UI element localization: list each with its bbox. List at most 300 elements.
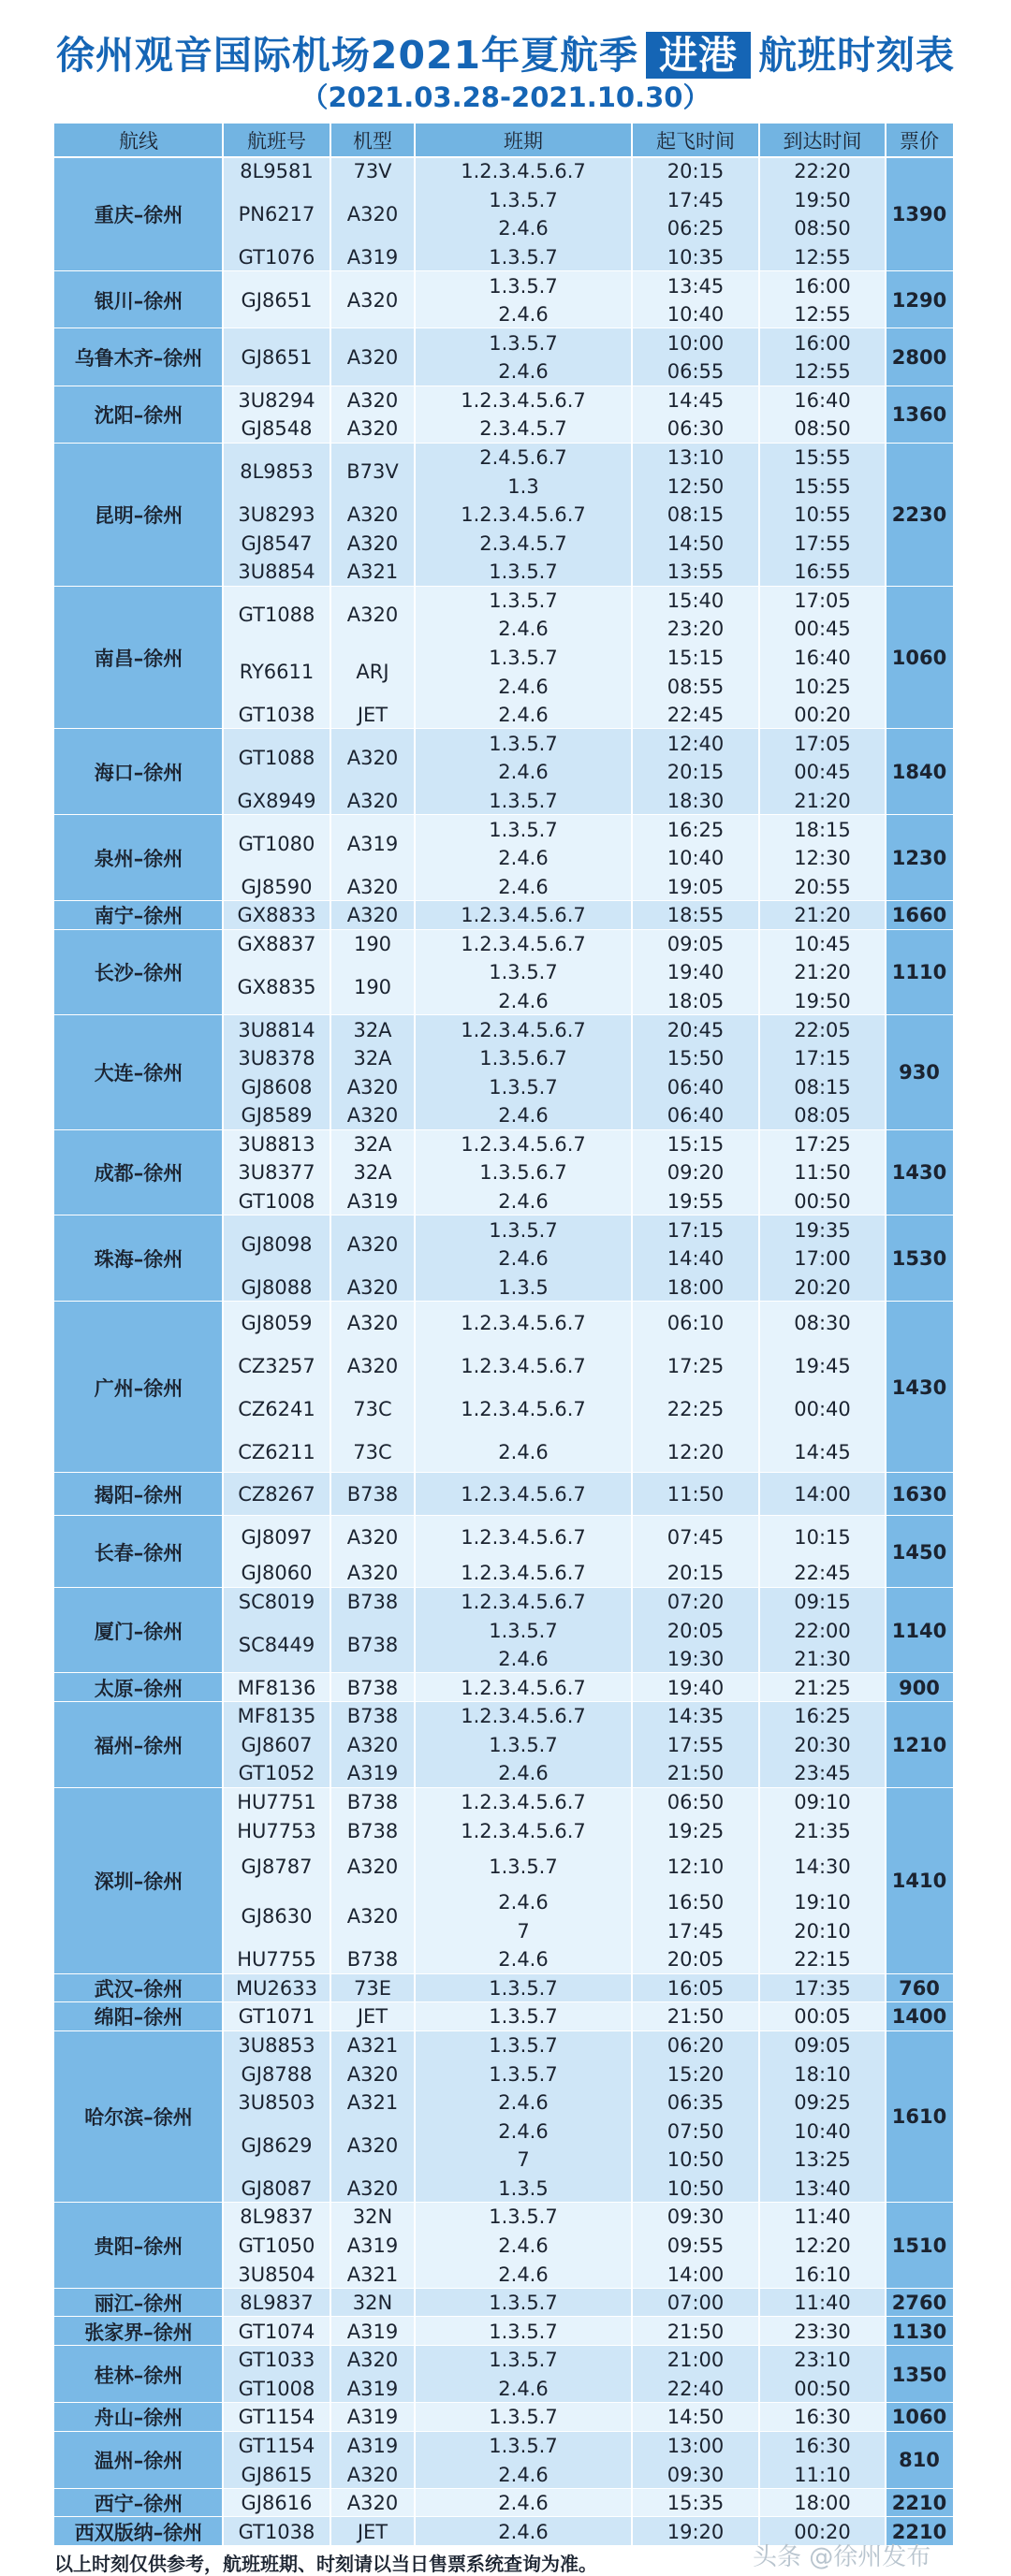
- schedule-days: 1.2.3.4.5.6.7: [461, 503, 586, 527]
- flight-number: GT1038: [238, 2520, 315, 2543]
- arrival-time: 22:45: [794, 1562, 851, 1585]
- column-header: 起飞时间: [632, 124, 759, 157]
- departure-time: 06:40: [667, 1104, 725, 1128]
- price-cell: 900: [886, 1673, 953, 1702]
- flight-number: GJ8098: [241, 1232, 313, 1256]
- flight-number: HU7755: [237, 1948, 316, 1972]
- route-cell: 贵阳–徐州: [54, 2203, 223, 2289]
- schedule-days: 1.3.5.7: [489, 589, 558, 612]
- aircraft-type: A320: [346, 503, 399, 527]
- departure-time: 20:45: [667, 1018, 725, 1041]
- schedule-table: [54, 124, 953, 2546]
- route-cell: 张家界–徐州: [54, 2317, 223, 2346]
- departure-time: 16:50: [667, 1891, 725, 1914]
- arrival-time: 00:45: [794, 618, 851, 641]
- schedule-days: 1.2.3.4.5.6.7: [461, 904, 586, 927]
- column-header: 航线: [54, 124, 223, 157]
- schedule-days: 1.3: [507, 474, 539, 498]
- title-before: 徐州观音国际机场2021年夏航季: [55, 33, 639, 78]
- route-cell: 太原–徐州: [54, 1673, 223, 1702]
- schedule-days: 1.3.5.7: [489, 647, 558, 670]
- flight-number: CZ8267: [238, 1483, 315, 1506]
- departure-time: 20:15: [667, 761, 725, 784]
- departure-time: 17:25: [667, 1354, 725, 1377]
- schedule-days: 1.3.5.7: [489, 2320, 558, 2343]
- departure-time: 09:30: [667, 2463, 725, 2486]
- departure-time: 19:40: [667, 961, 725, 984]
- schedule-days: 1.2.3.4.5.6.7: [461, 1526, 586, 1550]
- departure-time: 21:00: [667, 2349, 725, 2372]
- schedule-days: 1.3.5.7: [489, 1075, 558, 1099]
- schedule-days: 1.3.5.7: [489, 2434, 558, 2457]
- flight-number: GX8949: [237, 789, 316, 812]
- column-header: 到达时间: [759, 124, 886, 157]
- departure-time: 19:20: [667, 2520, 725, 2543]
- aircraft-type: JET: [357, 2005, 388, 2029]
- price-cell: 1060: [886, 2403, 953, 2432]
- schedule-days: 1.3.5.7: [489, 1218, 558, 1242]
- flight-number: GJ8590: [241, 875, 313, 898]
- arrival-time: 09:10: [794, 1791, 851, 1814]
- schedule-days: 2.4.6: [498, 1104, 549, 1128]
- aircraft-type: 190: [353, 932, 392, 955]
- schedule-days: 1.3.5.7: [489, 2349, 558, 2372]
- arrival-time: 21:25: [794, 1676, 851, 1699]
- departure-time: 10:40: [667, 303, 725, 327]
- schedule-days: 2.4.6: [498, 1762, 549, 1785]
- departure-time: 08:15: [667, 503, 725, 527]
- arrival-time: 10:40: [794, 2119, 851, 2143]
- aircraft-type: A320: [346, 2176, 399, 2200]
- arrival-time: 08:50: [794, 217, 851, 240]
- flight-number: GT1080: [238, 832, 315, 855]
- schedule-days: 2.4.6: [498, 761, 549, 784]
- departure-time: 06:25: [667, 217, 725, 240]
- departure-time: 22:45: [667, 704, 725, 727]
- schedule-days: 1.3.5.7: [489, 2033, 558, 2057]
- arrival-time: 16:30: [794, 2434, 851, 2457]
- aircraft-type: 73C: [353, 1397, 392, 1420]
- route-cell: 乌鲁木齐–徐州: [54, 328, 223, 386]
- aircraft-type: A320: [346, 2062, 399, 2086]
- arrival-time: 09:25: [794, 2091, 851, 2115]
- aircraft-type: A320: [346, 1562, 399, 1585]
- schedule-days: 2.3.4.5.7: [479, 531, 567, 555]
- aircraft-type: A320: [346, 1311, 399, 1334]
- departure-time: 13:45: [667, 274, 725, 298]
- flight-number: GJ8097: [241, 1526, 313, 1550]
- schedule-days: 1.2.3.4.5.6.7: [461, 1562, 586, 1585]
- flight-number: GT1154: [238, 2434, 315, 2457]
- arrival-time: 17:35: [794, 1976, 851, 2000]
- departure-time: 18:30: [667, 789, 725, 812]
- aircraft-type: A320: [346, 904, 399, 927]
- departure-time: 14:35: [667, 1705, 725, 1728]
- schedule-days: 2.4.6: [498, 303, 549, 327]
- schedule-days: 1.2.3.4.5.6.7: [461, 1483, 586, 1506]
- schedule-days: 2.4.6: [498, 217, 549, 240]
- schedule-days: 1.3.5.6.7: [479, 1047, 567, 1070]
- flight-number: GT1076: [238, 246, 315, 269]
- departure-time: 06:35: [667, 2091, 725, 2115]
- arrival-time: 20:55: [794, 875, 851, 898]
- column-header: 航班号: [223, 124, 330, 157]
- flight-number: 3U8294: [238, 388, 315, 412]
- column-divider: [758, 124, 760, 2546]
- arrival-time: 16:55: [794, 560, 851, 584]
- price-cell: 1110: [886, 930, 953, 1016]
- departure-time: 06:50: [667, 1791, 725, 1814]
- flight-number: CZ3257: [238, 1354, 315, 1377]
- arrival-time: 15:55: [794, 474, 851, 498]
- arrival-time: 00:20: [794, 2520, 851, 2543]
- schedule-days: 1.3.5.6.7: [479, 1161, 567, 1185]
- aircraft-type: A320: [346, 417, 399, 441]
- schedule-days: 2.4.6: [498, 989, 549, 1012]
- arrival-time: 17:15: [794, 1047, 851, 1070]
- departure-time: 16:25: [667, 818, 725, 841]
- price-cell: 1390: [886, 157, 953, 271]
- aircraft-type: A319: [346, 832, 399, 855]
- flight-number: MU2633: [236, 1976, 317, 2000]
- arrival-time: 08:05: [794, 1104, 851, 1128]
- aircraft-type: A320: [346, 1855, 399, 1878]
- aircraft-type: ARJ: [356, 661, 389, 684]
- flight-number: GT1052: [238, 1762, 315, 1785]
- departure-time: 10:00: [667, 331, 725, 355]
- flight-number: 8L9837: [240, 2292, 314, 2315]
- schedule-days: 1.3.5.7: [489, 789, 558, 812]
- arrival-time: 23:45: [794, 1762, 851, 1785]
- schedule-days: 1.3.5.7: [489, 1619, 558, 1642]
- schedule-days: 1.2.3.4.5.6.7: [461, 932, 586, 955]
- route-cell: 厦门–徐州: [54, 1588, 223, 1674]
- price-cell: 1400: [886, 2002, 953, 2031]
- departure-time: 06:40: [667, 1075, 725, 1099]
- flight-number: 8L9581: [240, 160, 314, 183]
- aircraft-type: A321: [346, 2033, 399, 2057]
- route-cell: 丽江–徐州: [54, 2289, 223, 2318]
- schedule-days: 1.3.5.7: [489, 818, 558, 841]
- flight-number: GJ8651: [241, 288, 313, 312]
- aircraft-type: A320: [346, 1104, 399, 1128]
- schedule-days: 1.3.5: [498, 1275, 549, 1299]
- schedule-days: 2.4.6: [498, 1948, 549, 1972]
- column-header: 机型: [330, 124, 415, 157]
- flight-number: GJ8060: [241, 1562, 313, 1585]
- departure-time: 23:20: [667, 618, 725, 641]
- departure-time: 19:40: [667, 1676, 725, 1699]
- arrival-time: 00:05: [794, 2005, 851, 2029]
- route-cell: 长春–徐州: [54, 1516, 223, 1587]
- arrival-time: 10:45: [794, 932, 851, 955]
- aircraft-type: 32A: [353, 1161, 392, 1185]
- departure-time: 19:55: [667, 1189, 725, 1213]
- arrival-time: 22:20: [794, 160, 851, 183]
- departure-time: 09:30: [667, 2205, 725, 2229]
- arrival-time: 13:25: [794, 2148, 851, 2172]
- arrival-time: 23:10: [794, 2349, 851, 2372]
- price-cell: 2210: [886, 2517, 953, 2546]
- price-cell: 1660: [886, 901, 953, 930]
- departure-time: 07:00: [667, 2292, 725, 2315]
- arrival-time: 11:40: [794, 2205, 851, 2229]
- departure-time: 19:25: [667, 1819, 725, 1842]
- flight-number: 3U8293: [238, 503, 315, 527]
- arrival-time: 15:55: [794, 446, 851, 470]
- aircraft-type: A320: [346, 1905, 399, 1928]
- departure-time: 07:20: [667, 1591, 725, 1614]
- departure-time: 12:50: [667, 474, 725, 498]
- column-divider: [414, 124, 416, 2546]
- departure-time: 19:30: [667, 1648, 725, 1671]
- price-cell: 1230: [886, 815, 953, 901]
- departure-time: 14:50: [667, 2406, 725, 2429]
- schedule-days: 2.4.6: [498, 2091, 549, 2115]
- flight-number: GJ8651: [241, 346, 313, 369]
- schedule-days: 1.2.3.4.5.6.7: [461, 1791, 586, 1814]
- arrival-time: 12:55: [794, 360, 851, 384]
- route-cell: 深圳–徐州: [54, 1788, 223, 1974]
- title-after: 航班时刻表: [758, 33, 956, 78]
- arrival-time: 12:30: [794, 847, 851, 870]
- arrival-time: 00:50: [794, 2377, 851, 2400]
- schedule-days: 1.3.5.7: [489, 1855, 558, 1878]
- departure-time: 10:35: [667, 246, 725, 269]
- aircraft-type: 73C: [353, 1440, 392, 1463]
- departure-time: 11:50: [667, 1483, 725, 1506]
- schedule-days: 1.2.3.4.5.6.7: [461, 1676, 586, 1699]
- price-cell: 1410: [886, 1788, 953, 1974]
- departure-time: 07:45: [667, 1526, 725, 1550]
- route-cell: 重庆–徐州: [54, 157, 223, 271]
- departure-time: 17:15: [667, 1218, 725, 1242]
- price-cell: 2800: [886, 328, 953, 386]
- departure-time: 15:35: [667, 2492, 725, 2515]
- flight-number: GJ8788: [241, 2062, 313, 2086]
- aircraft-type: A320: [346, 388, 399, 412]
- schedule-days: 2.4.6: [498, 704, 549, 727]
- arrival-time: 14:30: [794, 1855, 851, 1878]
- flight-number: 8L9853: [240, 460, 314, 484]
- aircraft-type: A320: [346, 747, 399, 770]
- price-cell: 1630: [886, 1473, 953, 1516]
- arrival-time: 18:15: [794, 818, 851, 841]
- route-cell: 大连–徐州: [54, 1015, 223, 1129]
- schedule-days: 7: [517, 2148, 530, 2172]
- schedule-days: 1.3.5.7: [489, 2062, 558, 2086]
- flight-number: 3U8813: [238, 1132, 315, 1156]
- arrival-time: 19:50: [794, 989, 851, 1012]
- arrival-time: 08:30: [794, 1311, 851, 1334]
- arrival-time: 08:50: [794, 417, 851, 441]
- aircraft-type: A319: [346, 2434, 399, 2457]
- schedule-days: 2.4.6: [498, 2377, 549, 2400]
- departure-time: 18:05: [667, 989, 725, 1012]
- arrival-time: 17:55: [794, 531, 851, 555]
- flight-number: 3U8504: [238, 2263, 315, 2286]
- route-cell: 长沙–徐州: [54, 930, 223, 1016]
- arrival-time: 20:10: [794, 1919, 851, 1943]
- price-cell: 1350: [886, 2346, 953, 2403]
- departure-time: 21:50: [667, 2320, 725, 2343]
- column-divider: [222, 124, 224, 2546]
- departure-time: 13:00: [667, 2434, 725, 2457]
- departure-time: 07:50: [667, 2119, 725, 2143]
- aircraft-type: A320: [346, 1075, 399, 1099]
- price-cell: 760: [886, 1974, 953, 2003]
- schedule-days: 1.3.5.7: [489, 188, 558, 211]
- aircraft-type: A320: [346, 875, 399, 898]
- arrival-time: 14:45: [794, 1440, 851, 1463]
- flight-number: GJ8629: [241, 2133, 313, 2157]
- schedule-days: 1.2.3.4.5.6.7: [461, 1018, 586, 1041]
- flight-number: GJ8088: [241, 1275, 313, 1299]
- price-cell: 1130: [886, 2317, 953, 2346]
- departure-time: 06:20: [667, 2033, 725, 2057]
- price-cell: 1360: [886, 386, 953, 444]
- schedule-days: 1.3.5.7: [489, 961, 558, 984]
- route-cell: 福州–徐州: [54, 1702, 223, 1788]
- flight-number: MF8135: [237, 1705, 316, 1728]
- flight-number: PN6217: [238, 203, 315, 226]
- flight-number: 3U8378: [238, 1047, 315, 1070]
- arrival-time: 10:25: [794, 675, 851, 698]
- aircraft-type: A320: [346, 1354, 399, 1377]
- aircraft-type: JET: [357, 704, 388, 727]
- flight-number: 3U8503: [238, 2091, 315, 2115]
- aircraft-type: A319: [346, 2320, 399, 2343]
- arrival-time: 00:50: [794, 1189, 851, 1213]
- departure-time: 22:40: [667, 2377, 725, 2400]
- aircraft-type: B738: [346, 1591, 399, 1614]
- arrival-time: 22:05: [794, 1018, 851, 1041]
- flight-number: GJ8607: [241, 1733, 313, 1756]
- aircraft-type: A319: [346, 2234, 399, 2257]
- arrival-time: 09:15: [794, 1591, 851, 1614]
- departure-time: 13:55: [667, 560, 725, 584]
- schedule-days: 2.4.5.6.7: [479, 446, 567, 470]
- flight-number: GJ8059: [241, 1311, 313, 1334]
- aircraft-type: A320: [346, 2133, 399, 2157]
- schedule-days: 1.2.3.4.5.6.7: [461, 1819, 586, 1842]
- schedule-days: 2.4.6: [498, 847, 549, 870]
- departure-time: 15:40: [667, 589, 725, 612]
- arrival-time: 17:05: [794, 732, 851, 755]
- page-subtitle: （2021.03.28-2021.10.30）: [300, 81, 711, 113]
- aircraft-type: JET: [357, 2520, 388, 2543]
- schedule-days: 1.2.3.4.5.6.7: [461, 1311, 586, 1334]
- aircraft-type: 73V: [353, 160, 392, 183]
- schedule-days: 1.3.5.7: [489, 732, 558, 755]
- route-cell: 哈尔滨–徐州: [54, 2031, 223, 2203]
- departure-time: 14:40: [667, 1247, 725, 1271]
- arrival-time: 21:35: [794, 1819, 851, 1842]
- price-cell: 2210: [886, 2489, 953, 2518]
- schedule-days: 2.4.6: [498, 1648, 549, 1671]
- schedule-days: 1.3.5.7: [489, 331, 558, 355]
- arrival-time: 17:05: [794, 589, 851, 612]
- aircraft-type: B738: [346, 1705, 399, 1728]
- arrival-time: 22:00: [794, 1619, 851, 1642]
- aircraft-type: 73E: [354, 1976, 391, 2000]
- schedule-days: 2.4.6: [498, 1440, 549, 1463]
- aircraft-type: 32A: [353, 1132, 392, 1156]
- schedule-days: 2.4.6: [498, 360, 549, 384]
- route-cell: 温州–徐州: [54, 2432, 223, 2489]
- aircraft-type: A320: [346, 2463, 399, 2486]
- flight-number: GJ8547: [241, 531, 313, 555]
- watermark: 头条 @徐州发布: [753, 2543, 931, 2571]
- schedule-days: 1.3.5.7: [489, 2005, 558, 2029]
- aircraft-type: A320: [346, 604, 399, 627]
- flight-number: GJ8589: [241, 1104, 313, 1128]
- schedule-days: 1.3.5.7: [489, 1976, 558, 2000]
- arrival-time: 11:10: [794, 2463, 851, 2486]
- header-separator: [54, 156, 953, 158]
- flight-number: GX8833: [237, 904, 316, 927]
- schedule-days: 1.2.3.4.5.6.7: [461, 1354, 586, 1377]
- arrival-time: 22:15: [794, 1948, 851, 1972]
- aircraft-type: A319: [346, 1762, 399, 1785]
- flight-number: MF8136: [237, 1676, 316, 1699]
- arrival-time: 16:30: [794, 2406, 851, 2429]
- aircraft-type: B738: [346, 1791, 399, 1814]
- schedule-days: 2.3.4.5.7: [479, 417, 567, 441]
- aircraft-type: A319: [346, 246, 399, 269]
- flight-number: GX8835: [237, 975, 316, 998]
- route-cell: 南宁–徐州: [54, 901, 223, 930]
- departure-time: 15:15: [667, 647, 725, 670]
- schedule-days: 1.2.3.4.5.6.7: [461, 388, 586, 412]
- route-cell: 昆明–徐州: [54, 444, 223, 587]
- arrival-time: 16:00: [794, 274, 851, 298]
- price-cell: 1210: [886, 1702, 953, 1788]
- flight-number: 3U8853: [238, 2033, 315, 2057]
- schedule-days: 2.4.6: [498, 2463, 549, 2486]
- price-cell: 1530: [886, 1215, 953, 1302]
- flight-number: 8L9837: [240, 2205, 314, 2229]
- aircraft-type: A319: [346, 2377, 399, 2400]
- departure-time: 10:50: [667, 2148, 725, 2172]
- route-cell: 揭阳–徐州: [54, 1473, 223, 1516]
- flight-number: CZ6241: [238, 1397, 315, 1420]
- aircraft-type: A320: [346, 1275, 399, 1299]
- schedule-days: 1.2.3.4.5.6.7: [461, 1591, 586, 1614]
- schedule-days: 2.4.6: [498, 2119, 549, 2143]
- arrival-time: 21:20: [794, 904, 851, 927]
- arrival-time: 19:45: [794, 1354, 851, 1377]
- departure-time: 20:15: [667, 1562, 725, 1585]
- arrival-time: 00:40: [794, 1397, 851, 1420]
- arrival-time: 11:40: [794, 2292, 851, 2315]
- arrival-time: 19:10: [794, 1891, 851, 1914]
- price-cell: 1430: [886, 1302, 953, 1473]
- schedule-days: 2.4.6: [498, 1891, 549, 1914]
- arrival-time: 10:55: [794, 503, 851, 527]
- aircraft-type: 32N: [352, 2205, 393, 2229]
- price-cell: 1140: [886, 1588, 953, 1674]
- departure-time: 10:40: [667, 847, 725, 870]
- flight-number: GT1071: [238, 2005, 315, 2029]
- price-cell: 930: [886, 1015, 953, 1129]
- aircraft-type: A320: [346, 1733, 399, 1756]
- flight-number: GJ8787: [241, 1855, 313, 1878]
- flight-number: SC8449: [238, 1633, 315, 1656]
- flight-number: GT1088: [238, 747, 315, 770]
- route-cell: 沈阳–徐州: [54, 386, 223, 444]
- flight-number: 3U8814: [238, 1018, 315, 1041]
